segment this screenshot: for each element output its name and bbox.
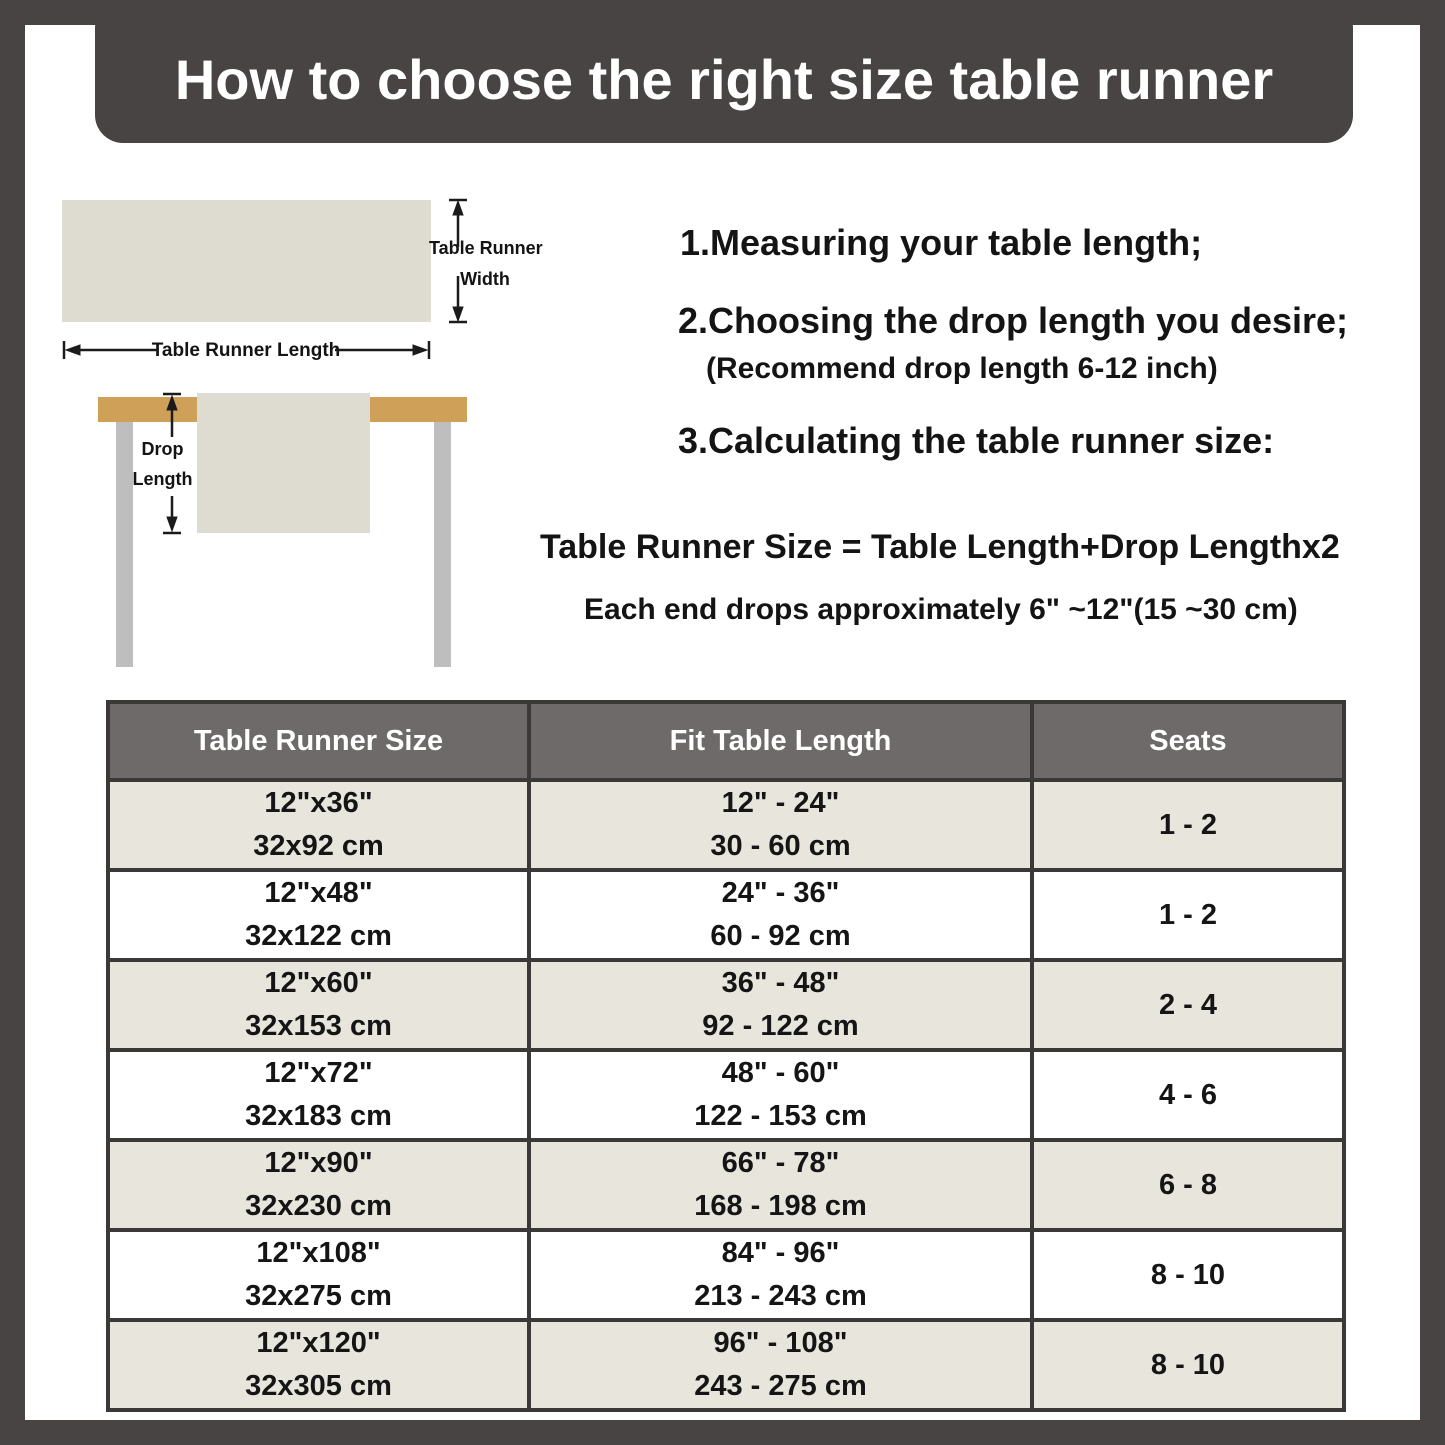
cell-runner-size: 12"x60" 32x153 cm: [108, 960, 529, 1050]
header-banner: [95, 0, 1353, 143]
table-row: [108, 1320, 1344, 1410]
table-row: [108, 780, 1344, 870]
cell-seats: 2 - 4: [1032, 960, 1344, 1050]
drop-label-line2: Length: [132, 469, 193, 489]
cell-fit-length: 48" - 60" 122 - 153 cm: [529, 1050, 1032, 1140]
size-chart-header-row: [108, 702, 1344, 780]
table-row: [108, 1050, 1344, 1140]
step-3: 3.Calculating the table runner size:: [678, 420, 1275, 461]
cell-fit-length: 66" - 78" 168 - 198 cm: [529, 1140, 1032, 1230]
cell-runner-size: 12"x90" 32x230 cm: [108, 1140, 529, 1230]
drop-range-note: Each end drops approximately 6" ~12"(15 ~30 cm): [584, 593, 1298, 626]
cell-fit-length: 36" - 48" 92 - 122 cm: [529, 960, 1032, 1050]
cell-fit-length: 96" - 108" 243 - 275 cm: [529, 1320, 1032, 1410]
runner-size-formula: Table Runner Size = Table Length+Drop Lengthx2: [540, 528, 1340, 566]
cell-runner-size: 12"x108" 32x275 cm: [108, 1230, 529, 1320]
cell-seats: 1 - 2: [1032, 870, 1344, 960]
cell-seats: 6 - 8: [1032, 1140, 1344, 1230]
cell-runner-size: 12"x120" 32x305 cm: [108, 1320, 529, 1410]
col-header-seats: Seats: [1032, 702, 1344, 780]
step-1: 1.Measuring your table length;: [680, 222, 1203, 263]
cell-seats: 1 - 2: [1032, 780, 1344, 870]
cell-seats: 4 - 6: [1032, 1050, 1344, 1140]
table-row: [108, 960, 1344, 1050]
cell-seats: 8 - 10: [1032, 1320, 1344, 1410]
col-header-runner-size: Table Runner Size: [108, 702, 529, 780]
cell-fit-length: 24" - 36" 60 - 92 cm: [529, 870, 1032, 960]
cell-runner-size: 12"x48" 32x122 cm: [108, 870, 529, 960]
table-row: [108, 1230, 1344, 1320]
cell-runner-size: 12"x72" 32x183 cm: [108, 1050, 529, 1140]
cell-fit-length: 12" - 24" 30 - 60 cm: [529, 780, 1032, 870]
table-row: [108, 1140, 1344, 1230]
cell-runner-size: 12"x36" 32x92 cm: [108, 780, 529, 870]
size-chart: [106, 700, 1346, 1412]
table-row: [108, 870, 1344, 960]
width-label-line2: Width: [460, 269, 510, 289]
page-title: How to choose the right size table runner: [174, 48, 1274, 111]
width-label-line1: Table Runner: [429, 238, 543, 258]
col-header-fit-length: Fit Table Length: [529, 702, 1032, 780]
drop-label-line1: Drop: [141, 439, 184, 459]
step-2-note: (Recommend drop length 6-12 inch): [706, 352, 1218, 385]
length-label: Table Runner Length: [151, 340, 341, 361]
cell-fit-length: 84" - 96" 213 - 243 cm: [529, 1230, 1032, 1320]
step-2: 2.Choosing the drop length you desire;: [678, 300, 1349, 341]
cell-seats: 8 - 10: [1032, 1230, 1344, 1320]
